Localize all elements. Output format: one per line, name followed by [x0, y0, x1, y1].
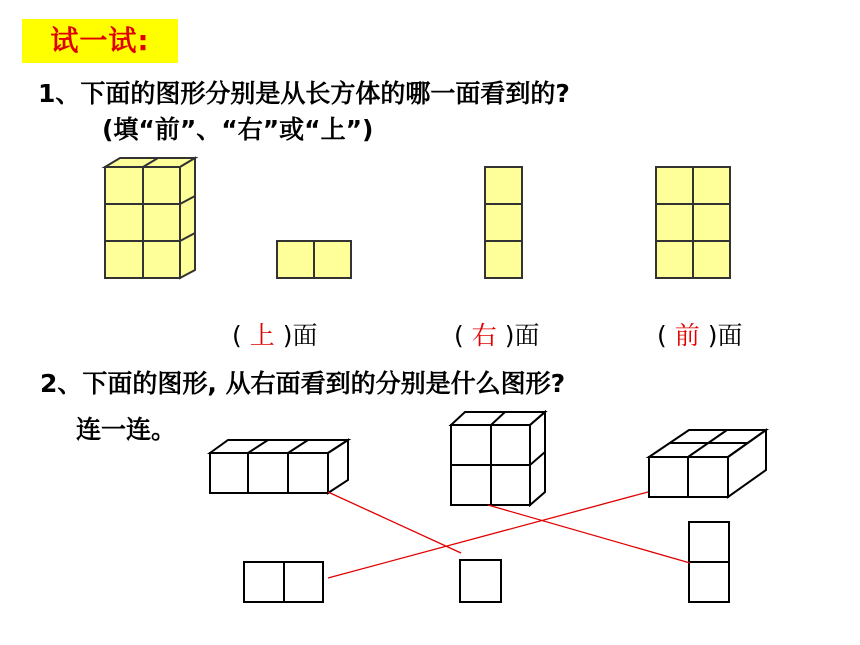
answer-close: )面 [282, 321, 318, 350]
title-badge: 试一试: [22, 19, 178, 63]
solid-three-cubes [210, 440, 348, 493]
view-two-squares [244, 562, 323, 602]
answer-open: ( [657, 321, 667, 350]
question2-instruction: 连一连。 [76, 415, 177, 444]
prism-3x2 [105, 158, 195, 278]
solid-floor-2x2 [649, 430, 766, 497]
grid-3x2 [656, 167, 730, 278]
answer-value: 右 [471, 321, 497, 350]
solid-stack-2x2 [451, 412, 545, 505]
view-one-square [460, 560, 501, 602]
column-3x1 [485, 167, 522, 278]
question2-prompt: 2、下面的图形, 从右面看到的分别是什么图形? [40, 369, 566, 398]
answer-blank-1 [232, 316, 317, 352]
answer-blank-3 [657, 316, 742, 352]
answer-value: 前 [674, 321, 700, 350]
view-two-stacked [689, 522, 729, 602]
answer-open: ( [232, 321, 242, 350]
answer-blank-2 [454, 316, 539, 352]
answer-open: ( [454, 321, 464, 350]
flat-1x2 [277, 241, 351, 278]
question1-prompt: 1、下面的图形分别是从长方体的哪一面看到的? [38, 79, 570, 108]
answer-value: 上 [249, 321, 275, 350]
question1-hint: (填“前”、“右”或“上”) [102, 115, 374, 144]
answer-close: )面 [707, 321, 743, 350]
answer-close: )面 [504, 321, 540, 350]
